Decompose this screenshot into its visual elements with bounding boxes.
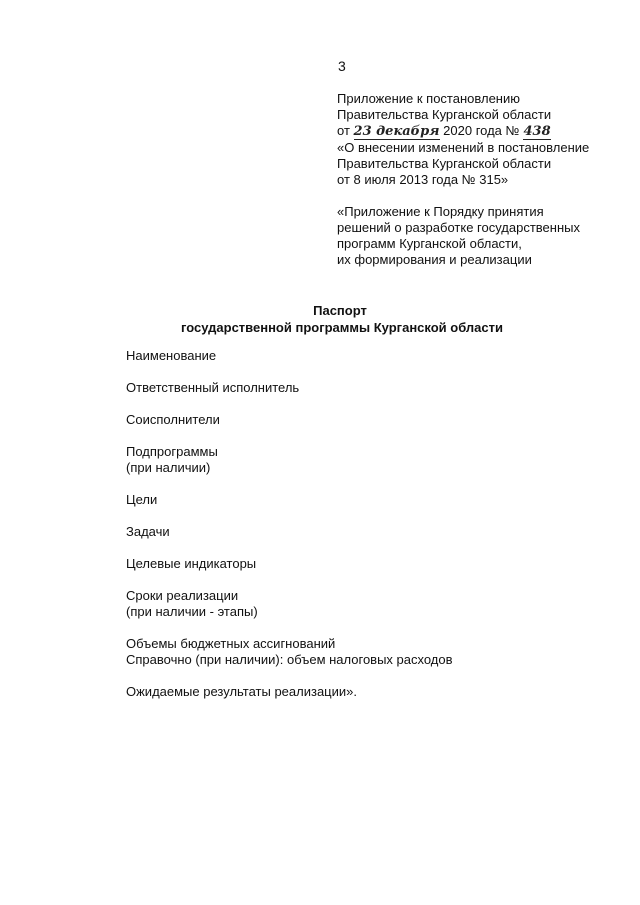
field-name: [126, 348, 606, 364]
field-target-indicators: [126, 556, 606, 572]
field-budget-allocations: [126, 636, 606, 668]
appendix-line-5: Правительства Курганской области: [337, 156, 552, 171]
field-line: Соисполнители: [126, 412, 220, 427]
field-line: Наименование: [126, 348, 217, 363]
field-line: Ожидаемые результаты реализации».: [126, 684, 357, 699]
field-goals: [126, 492, 606, 508]
appendix-line-8: решений о разработке государственных: [337, 220, 580, 235]
field-line: Ответственный исполнитель: [126, 380, 300, 395]
field-subprograms: [126, 444, 606, 476]
field-line: Целевые индикаторы: [126, 556, 257, 571]
appendix-gap: [337, 188, 627, 204]
passport-title: [0, 302, 640, 336]
field-tasks: [126, 524, 606, 540]
page-number: 3: [338, 58, 346, 74]
handwritten-date: 23 декабря: [353, 124, 440, 139]
appendix-line-1: Приложение к постановлению: [337, 91, 520, 106]
appendix-line-9: программ Курганской области,: [337, 236, 522, 251]
handwritten-number: 438: [523, 124, 551, 139]
field-line: (при наличии - этапы): [126, 604, 258, 619]
field-line: Сроки реализации: [126, 588, 239, 603]
appendix-date-line: [337, 123, 627, 140]
appendix-line-6: от 8 июля 2013 года № 315»: [337, 172, 509, 187]
appendix-line-4: «О внесении изменений в постановление: [337, 140, 590, 155]
field-line: Задачи: [126, 524, 170, 539]
appendix-line-10: их формирования и реализации: [337, 252, 532, 267]
field-line: Цели: [126, 492, 158, 507]
title-line-2: государственной программы Курганской области: [181, 320, 503, 335]
field-co-executors: [126, 412, 606, 428]
field-expected-results: [126, 684, 606, 700]
field-line: Справочно (при наличии): объем налоговых расходов: [126, 652, 453, 667]
appendix-header: [337, 91, 627, 268]
field-line: Объемы бюджетных ассигнований: [126, 636, 336, 651]
appendix-line-7: «Приложение к Порядку принятия: [337, 204, 544, 219]
date-suffix: 2020 года №: [443, 123, 520, 138]
field-responsible-executor: [126, 380, 606, 396]
field-line: Подпрограммы: [126, 444, 218, 459]
field-line: (при наличии): [126, 460, 211, 475]
passport-fields: [126, 348, 606, 716]
appendix-line-2: Правительства Курганской области: [337, 107, 552, 122]
field-implementation-period: [126, 588, 606, 620]
date-prefix: от: [337, 123, 350, 138]
title-line-1: Паспорт: [313, 303, 367, 318]
